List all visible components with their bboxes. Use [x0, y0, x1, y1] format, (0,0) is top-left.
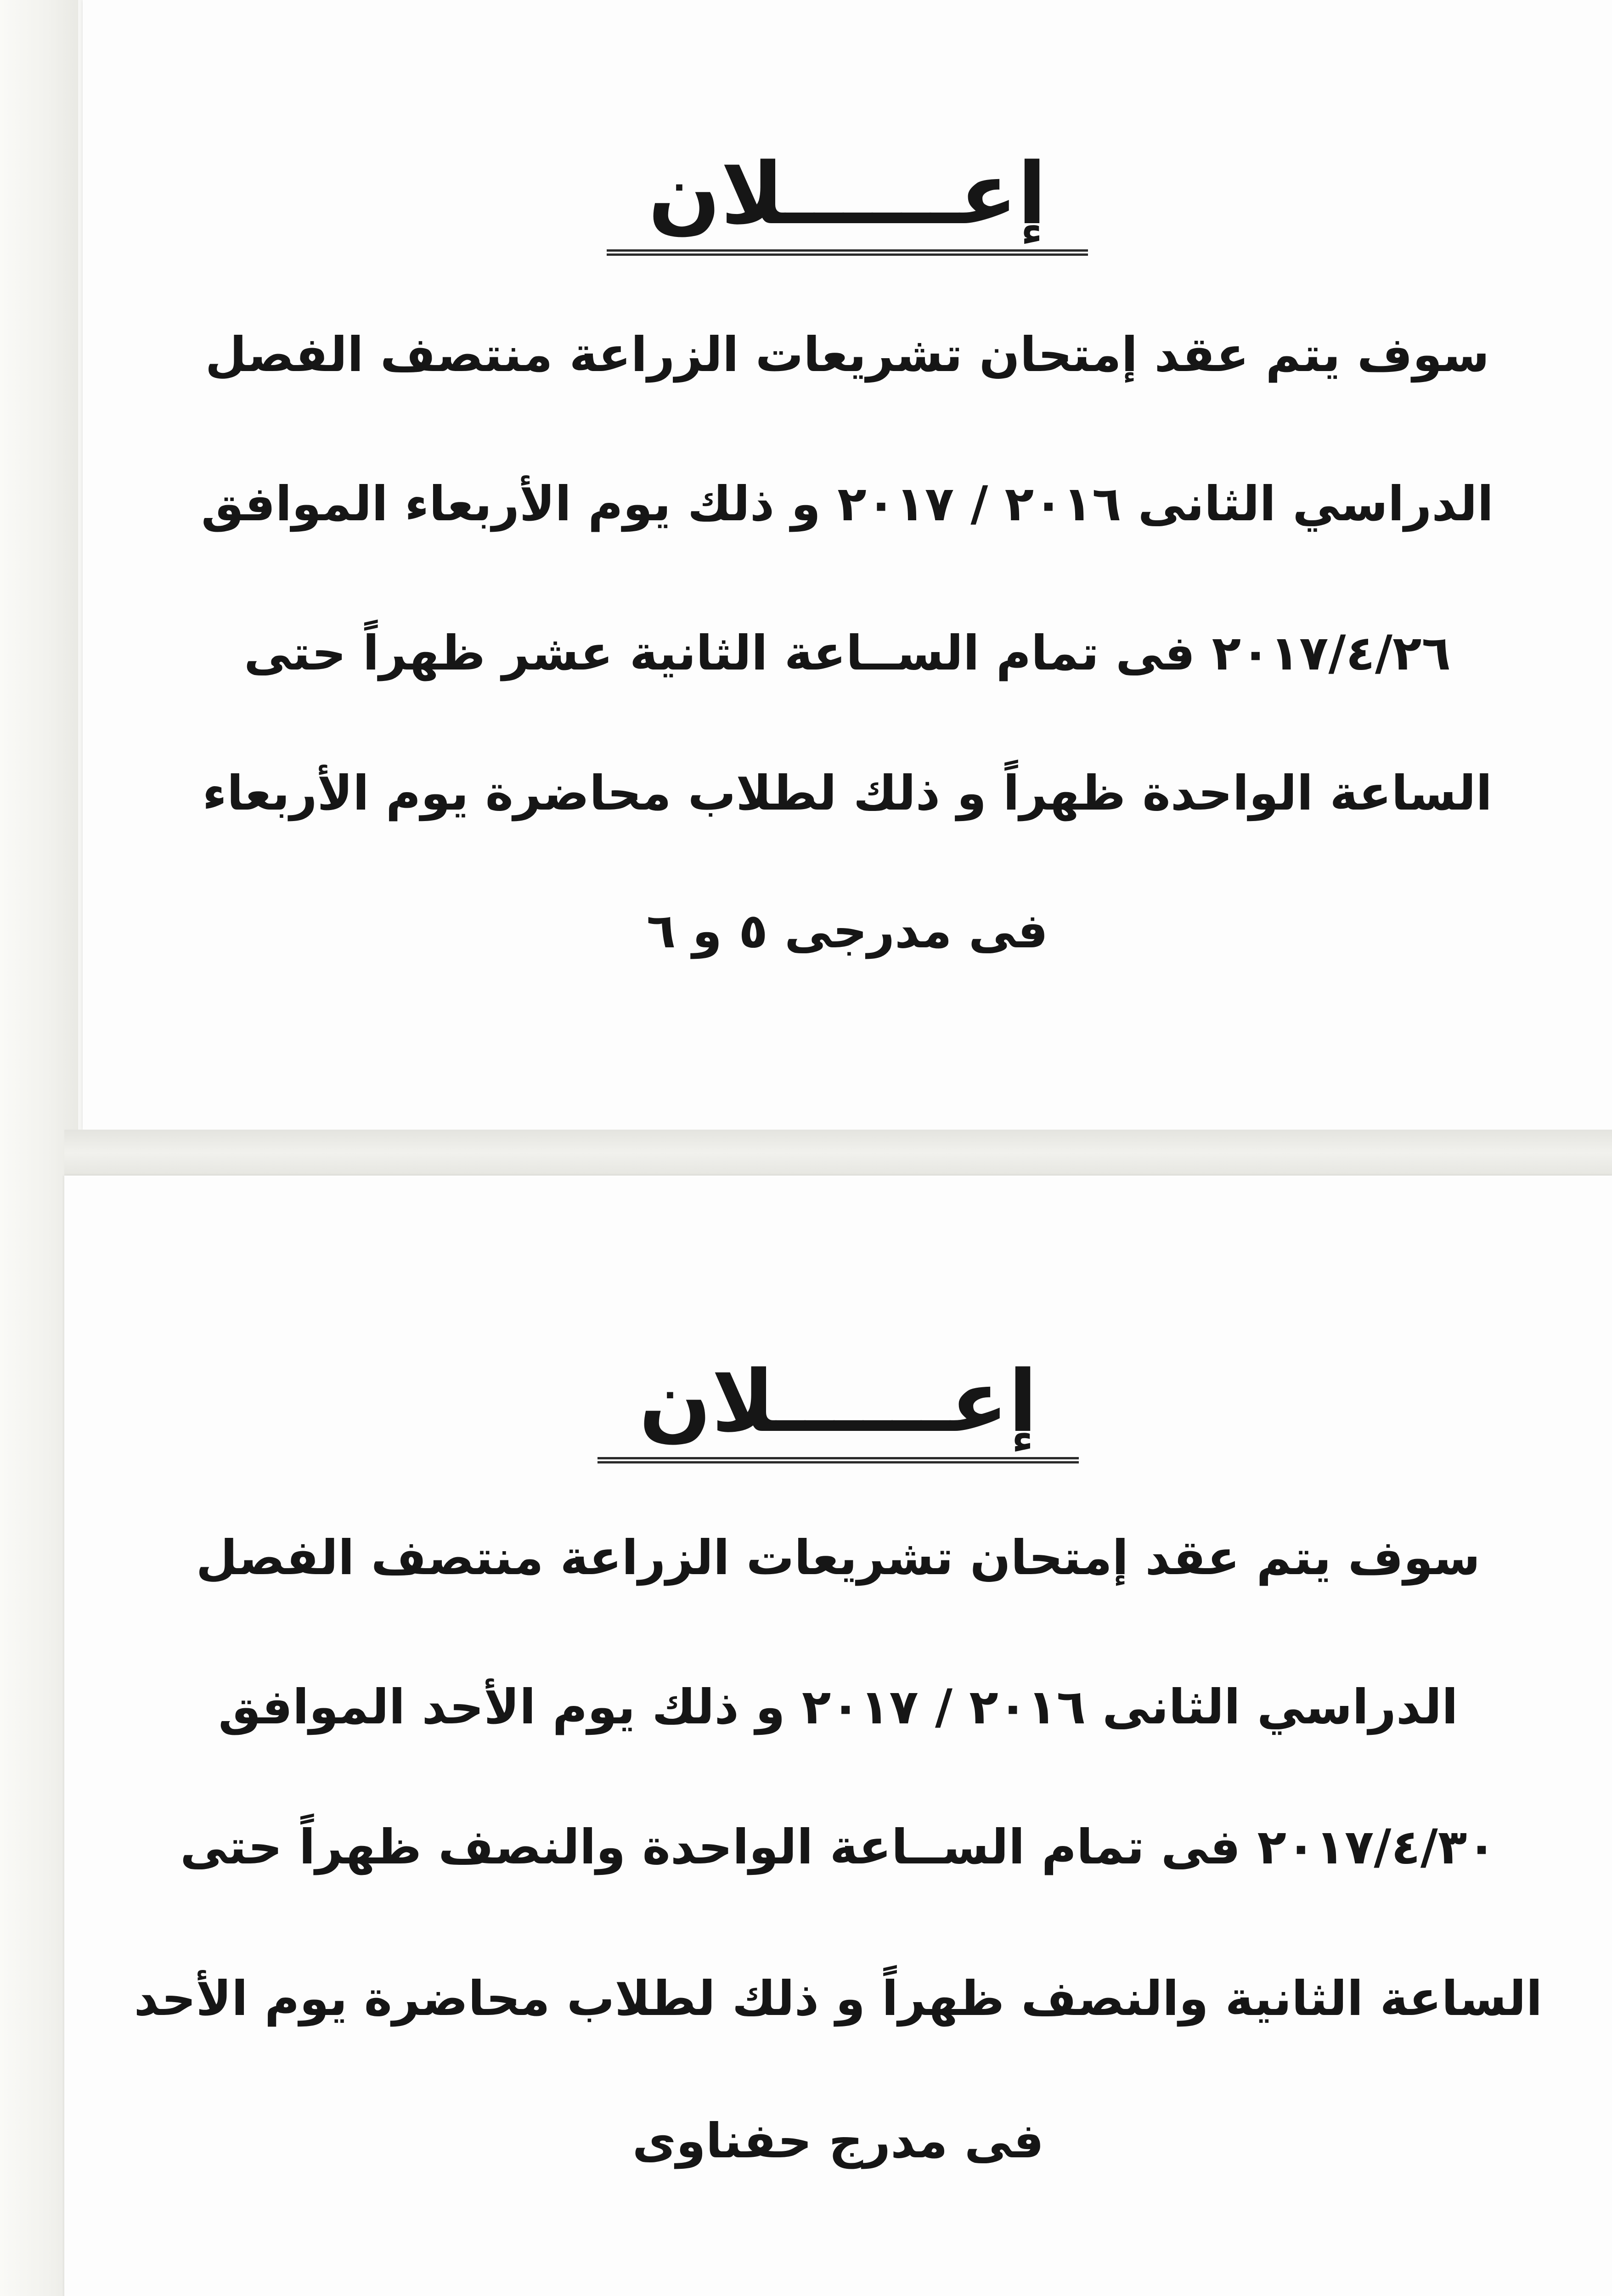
announcement-line-4: الساعة الواحدة ظهراً و ذلك لطلاب محاضرة يوم الأربعاء [202, 765, 1493, 821]
announcement-line-1: سوف يتم عقد إمتحان تشريعات الزراعة منتصف الفصل [196, 1530, 1481, 1586]
announcement-line-5: فى مدرج حفناوى [632, 2113, 1044, 2169]
announcement-title: إعــــــلان [64, 1359, 1612, 1463]
announcement-line-3: ٢٠١٧/٤/٢٦ فى تمام الســاعة الثانية عشر ظهراً حتى [244, 625, 1451, 681]
announcement-sheet-1 [83, 0, 1612, 1130]
announcement-sheet-2 [64, 1176, 1612, 2296]
sheet-separator [64, 1130, 1612, 1176]
announcement-line-4: الساعة الثانية والنصف ظهراً و ذلك لطلاب محاضرة يوم الأحد [134, 1970, 1543, 2026]
announcement-title: إعــــــلان [83, 152, 1612, 256]
announcement-line-2: الدراسي الثانى ٢٠١٦ / ٢٠١٧ و ذلك يوم الأربعاء الموافق [201, 476, 1494, 532]
announcement-line-2: الدراسي الثانى ٢٠١٦ / ٢٠١٧ و ذلك يوم الأحد الموافق [218, 1679, 1458, 1735]
announcement-line-5: فى مدرجى ٥ و ٦ [646, 903, 1048, 959]
announcement-line-1: سوف يتم عقد إمتحان تشريعات الزراعة منتصف الفصل [205, 326, 1490, 383]
announcement-line-3: ٢٠١٧/٤/٣٠ فى تمام الســاعة الواحدة والنصف ظهراً حتى [180, 1819, 1496, 1875]
